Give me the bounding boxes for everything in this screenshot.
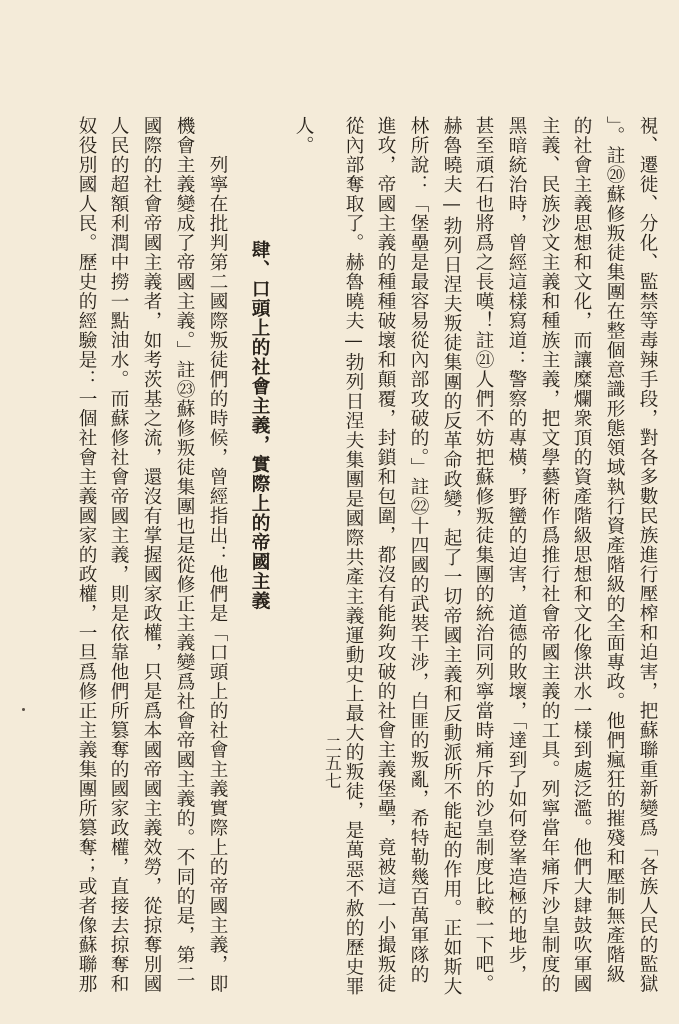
text-column: 黑暗統治時，曾經這樣寫道：警察的專橫，野蠻的迫害，道德的敗壞，「達到了如何登峯造極的地步， <box>506 116 527 985</box>
text-column: 進攻，帝國主義的種種破壞和顛覆，封鎖和包圍，都沒有能夠攻破的社會主義堡壘，竟被這一小撮叛徒 <box>375 116 396 994</box>
text-column: 主義、民族沙文主義和種族主義，把文學藝術作爲推行社會帝國主義的工具。列寧當年痛斥沙皇制度的 <box>539 116 560 994</box>
text-column: 機會主義變成了帝國主義。」註㉓蘇修叛徒集團也是從修正主義變爲社會帝國主義的。不同的是，第二 <box>174 116 195 985</box>
section-heading: 肆、口頭上的社會主義，實際上的帝國主義 <box>249 240 270 611</box>
page-number: 二五七 <box>321 736 341 790</box>
text-column: 」。註⑳蘇修叛徒集團在整個意識形態領域執行資產階級的全面專政。他們瘋狂的摧殘和壓制無產階級 <box>604 116 625 985</box>
text-column: 視、遷徙、分化、監禁等毒辣手段，對各多數民族進行壓榨和迫害，把蘇聯重新變爲「各族人民的監獄 <box>637 116 658 994</box>
text-column: 的社會主義思想和文化，而讓糜爛衆頂的資產階級思想和文化像洪水一樣到處泛濫。他們大肆鼓吹軍國 <box>571 116 592 994</box>
text-column: 奴役別國人民。歷史的經驗是：一個社會主義國家的政權，一旦爲修正主義集團所篡奪；或者像蘇聯那 <box>76 116 97 994</box>
text-column: 人。 <box>293 116 314 155</box>
text-column: 列寧在批判第二國際叛徒們的時候，曾經指出：他們是「口頭上的社會主義實際上的帝國主義，即 <box>207 116 228 994</box>
text-column: 甚至頑石也將爲之長嘆！註㉑人們不妨把蘇修叛徒集團的統治同列寧當時痛斥的沙皇制度比較一下吧。 <box>473 116 494 994</box>
text-column: 國際的社會帝國主義者，如考茨基之流，還沒有掌握國家政權，只是爲本國帝國主義效勞，從掠奪別國 <box>141 116 162 994</box>
text-column: 人民的超額利潤中撈一點油水。而蘇修社會帝國主義，則是依靠他們所篡奪的國家政權，直接去掠奪和 <box>108 116 129 994</box>
paper-speck <box>22 708 25 711</box>
text-column: 從內部奪取了。赫魯曉夫—勃列日涅夫集團是國際共產主義運動史上最大的叛徒，是萬惡不赦的歷史罪 <box>343 116 364 996</box>
text-column: 赫魯曉夫—勃列日涅夫叛徒集團的反革命政變，起了一切帝國主義和反動派所不能起的作用。正如斯大 <box>441 116 462 996</box>
text-column: 林所說：「堡壘是最容易從內部攻破的。」註㉒十四國的武裝干涉，白匪的叛亂，希特勒幾百萬軍隊的 <box>408 116 429 985</box>
